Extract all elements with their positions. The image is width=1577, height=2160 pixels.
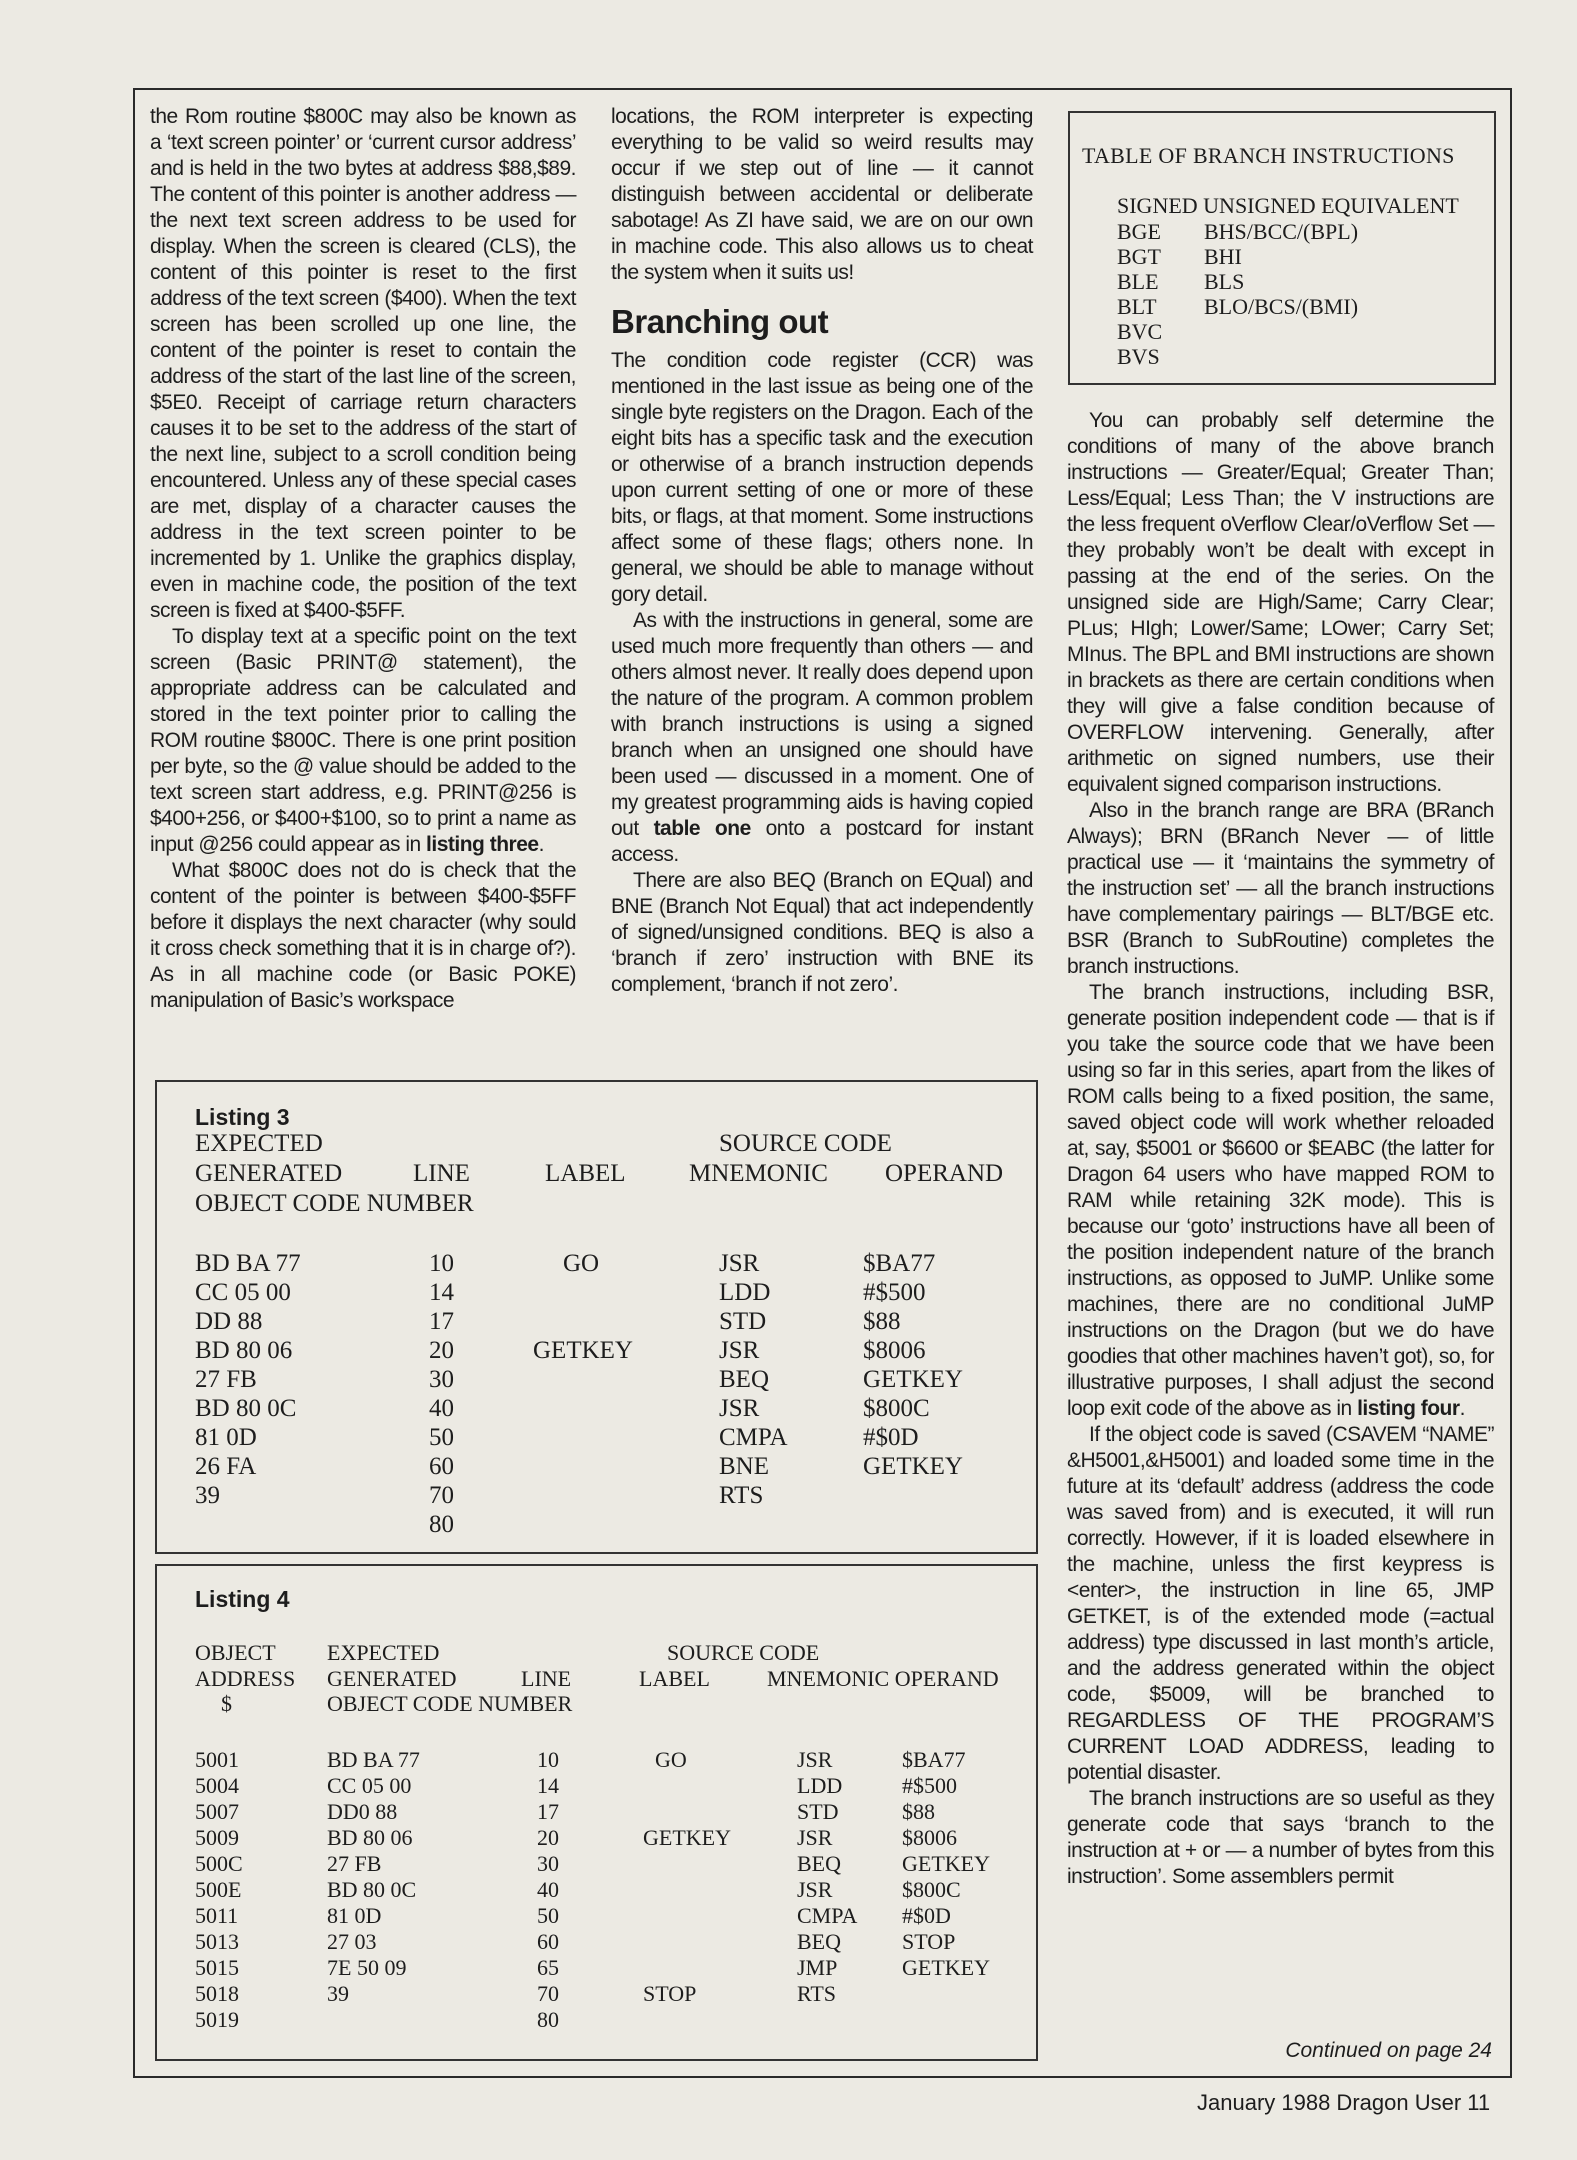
branch-table-title: TABLE OF BRANCH INSTRUCTIONS [1082, 143, 1455, 168]
col2-paragraph-3 [611, 608, 1033, 868]
listing-4-box: Listing 4 OBJECT EXPECTED SOURCE CODE ADDRESS GENERATED LINE LABEL MNEMONIC OPERAND $ OBJECT CODE NUMBER 5001 BD BA 77 10 GO JSR $BA77 5004 CC 05 00 14 LDD #$500 5007 DD0 88 17 STD $88 5009 BD 80 06 20 GETKEY JSR $8006 500C 27 FB 30 BEQ GETKEY 500E BD 80 0C 40 JSR $800C 5011 81 0D 50 CMPA #$0D 5013 27 03 60 BEQ STOP 5015 7E 50 09 65 JMP GETKEY 5018 39 70 STOP RTS 5019 80 [155, 1564, 1038, 2061]
branch-table-box [1068, 111, 1496, 385]
listing-3-header: LINE [413, 1160, 470, 1187]
listing-4-title: Listing 4 [195, 1586, 290, 1612]
col1-paragraph-2 [150, 624, 576, 858]
column-3 [1067, 408, 1494, 1890]
col1-paragraph-1: the Rom routine $800C may also be known as a ‘text screen pointer’ or ‘current cursor address’ and is held in the two bytes at address $88,$89. The content of this pointer is another address — the next text screen address to be used for display. When the screen is cleared (CLS), the content of this pointer is reset to the first address of the text screen ($400). When the text screen has been scrolled up one line, the content of the pointer is reset to contain the address of the start of the last line of the screen, $5E0. Receipt of carriage return characters causes it to be set to the address of the start of the next line, subject to a scroll condition being encountered. Unless any of these special cases are met, display of a character causes the address in the text screen pointer to be incremented by 1. Unlike the graphics display, even in machine code, the position of the text screen is fixed at $400-$5FF. [150, 105, 576, 622]
branch-table-row: BVC [1117, 319, 1163, 344]
listing-4-header: OBJECT CODE NUMBER [327, 1691, 573, 1716]
col3-paragraph-3 [1067, 980, 1494, 1422]
listing-4-header: SOURCE CODE [667, 1640, 820, 1665]
listing-4-header: $ [221, 1691, 232, 1716]
col3-paragraph-2: Also in the branch range are BRA (BRanch Always); BRN (BRanch Never — of little practical use — it ‘maintains the symmetry of the instruction set’ — all the branch instructions have complementary pairings — BLT/BGE etc. BSR (Branch to SubRoutine) completes the branch instructions. [1067, 799, 1494, 978]
continued-note: Continued on page 24 [1285, 2039, 1492, 2062]
col1-p2-text: To display text at a specific point on the text screen (Basic PRINT@ statement), the appropriate address can be calculated and stored in the text pointer prior to calling the ROM routine $800C. There is one print position per byte, so the @ value should be added to the text screen start address, e.g. PRINT@256 is $400+256, or $400+$100, so to print a name as input @256 could appear as in [150, 625, 576, 856]
column-1 [150, 104, 576, 1014]
col1-paragraph-3: What $800C does not do is check that the content of the pointer is between $400-$5FF before it displays the next character (why sould it cross check something that it is in charge of?). As in all machine code (or Basic POKE) manipulation of Basic’s workspace [150, 859, 576, 1012]
listing-3-header: EXPECTED [195, 1130, 323, 1157]
listing-4-header: GENERATED [327, 1666, 457, 1691]
col3-paragraph-5: The branch instructions are so useful as they generate code that says ‘branch to the instruction at + or — a number of bytes from this instruction’. Some assemblers permit [1067, 1787, 1494, 1888]
col3-paragraph-1: You can probably self determine the conditions of many of the above branch instructions — Greater/Equal; Greater Than; Less/Equal; Less Than; the V instructions are the less frequent oVerflow Clear/oVerflow Set — they probably won’t be dealt with except in passing at the end of the series. On the unsigned side are High/Same; Carry Clear; PLus; HIgh; Lower/Same; LOwer; Carry Set; MInus. The BPL and BMI instructions are shown in brackets as there are certain conditions when they will give a false condition because of OVERFLOW intervening. Generally, after arithmetic on signed numbers, use their equivalent signed comparison instructions. [1067, 409, 1494, 796]
branch-table-row: BGE BHS/BCC/(BPL) [1117, 219, 1359, 244]
branch-table-header: SIGNED UNSIGNED EQUIVALENT [1117, 193, 1459, 218]
branch-table-row: BVS [1117, 344, 1160, 369]
listing-3-header: OBJECT CODE NUMBER [195, 1190, 474, 1217]
listing-3-header: LABEL [545, 1160, 626, 1187]
page-footer: January 1988 Dragon User 11 [1197, 2090, 1491, 2115]
col2-paragraph-4: There are also BEQ (Branch on EQual) and BNE (Branch Not Equal) that act independently of signed/unsigned conditions. BEQ is also a ‘branch if zero’ instruction with BNE its complement, ‘branch if not zero’. [611, 869, 1033, 996]
branch-table-row: BLT BLO/BCS/(BMI) [1117, 294, 1359, 319]
column-2 [611, 104, 1033, 998]
listing-4-header: OBJECT [195, 1640, 276, 1665]
col2-p3-end: onto a postcard for instant access. [611, 817, 1033, 866]
listing-3-box: Listing 3 EXPECTED SOURCE CODE GENERATED LINE LABEL MNEMONIC OPERAND OBJECT CODE NUMBER BD BA 77 10 GO JSR $BA77 CC 05 00 14 LDD #$500 DD 88 17 STD $88 BD 80 06 20 GETKEY JSR $8006 27 FB 30 BEQ GETKEY BD 80 0C 40 JSR $800C 81 0D 50 CMPA #$0D 26 FA 60 BNE GETKEY 39 70 RTS 80 [155, 1080, 1038, 1554]
listing-3-header: OPERAND [885, 1160, 1004, 1187]
listing-three-ref: listing three [426, 833, 539, 856]
listing-four-ref: listing four [1357, 1397, 1460, 1420]
listing-3-header: GENERATED [195, 1160, 343, 1187]
col2-paragraph-1: locations, the ROM interpreter is expecting everything to be valid so weird results may occur if we step out of line — it cannot distinguish between accidental or deliberate sabotage! As ZI have said, we are on our own in machine code. This also allows us to cheat the system when it suits us! [611, 105, 1033, 284]
col1-p2-end: . [538, 833, 544, 856]
listing-4-header: ADDRESS [195, 1666, 296, 1691]
col3-p3-end: . [1459, 1397, 1465, 1420]
listing-4-header: LINE [521, 1666, 572, 1691]
col2-paragraph-2: The condition code register (CCR) was mentioned in the last issue as being one of the single byte registers on the Dragon. Each of the eight bits has a specific task and the execution or otherwise of a branch instruction depends upon current setting of one or more of these bits, or flags, at that moment. Some instructions affect some of these flags; others none. In general, we should be able to manage without gory detail. [611, 349, 1033, 606]
listing-3-title: Listing 3 [195, 1104, 290, 1130]
listing-4-header: LABEL [639, 1666, 710, 1691]
listing-4-header: MNEMONIC OPERAND [767, 1666, 999, 1691]
listing-4-header: EXPECTED [327, 1640, 440, 1665]
col3-p3-text: The branch instructions, including BSR, generate position independent code — that is if you take the source code that we have been using so far in this series, apart from the likes of ROM calls being to a fixed position, the same, saved object code will work whether reloaded at, say, $5001 or $6600 or $EABC (the latter for Dragon 64 users who have mapped ROM to RAM while retaining 32K mode). This is because our ‘goto’ instructions have all been of the position independent nature of the branch instructions, as opposed to JuMP. Unlike some machines, there are no conditional JuMP instructions on the Dragon (but we do have goodies that other machines haven’t got), so, for illustrative purposes, I shall adjust the second loop exit code of the above as in [1067, 981, 1494, 1420]
listing-3-header: SOURCE CODE [719, 1130, 892, 1157]
table-one-ref: table one [653, 817, 751, 840]
col2-p3-text: As with the instructions in general, some are used much more frequently than others — and others almost never. It really does depend upon the nature of the program. A common problem with branch instructions is using a signed branch when an unsigned one should have been used — discussed in a moment. One of my greatest programming aids is having copied out [611, 609, 1033, 840]
section-heading: Branching out [611, 303, 829, 340]
col3-paragraph-4: If the object code is saved (CSAVEM “NAME” &H5001,&H5001) and loaded some time in the future at its ‘default’ address (address the code was saved from) and is executed, it will run correctly. However, if it is loaded elsewhere in the machine, unless the first keypress is <enter>, the instruction in line 65, JMP GETKET, is of the extended mode (=actual address) type discussed in last month’s article, and the address generated within the object code, $5009, will be branched to REGARDLESS OF THE PROGRAM’S CURRENT LOAD ADDRESS, leading to potential disaster. [1067, 1423, 1494, 1784]
branch-table-row: BLE BLS [1117, 269, 1245, 294]
listing-3-header: MNEMONIC [689, 1160, 828, 1187]
branch-table-row: BGT BHI [1117, 244, 1242, 269]
